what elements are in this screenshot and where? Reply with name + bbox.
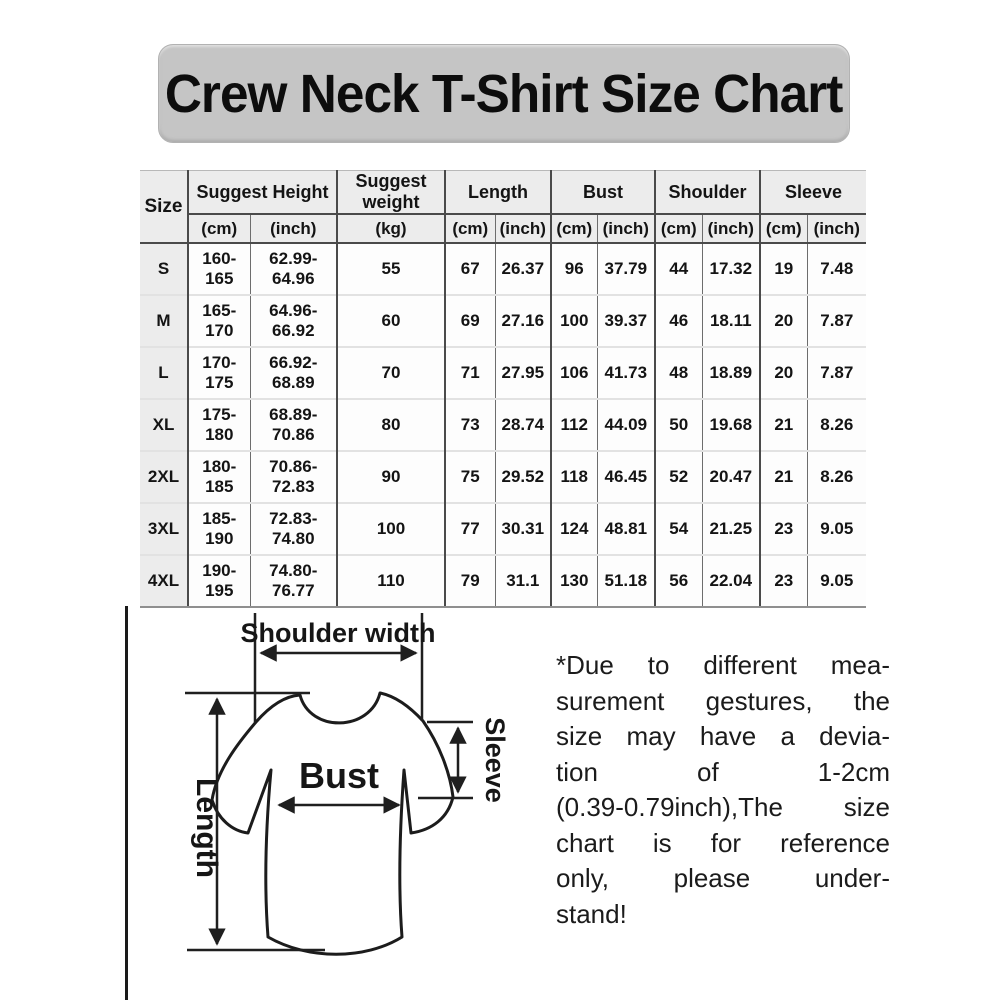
value-cell: 52 <box>655 451 702 503</box>
value-cell: 75 <box>445 451 495 503</box>
table-unit-header-row <box>140 214 866 243</box>
value-cell: 79 <box>445 555 495 607</box>
value-cell: 19 <box>760 243 807 295</box>
value-cell: 19.68 <box>702 399 760 451</box>
value-cell: 29.52 <box>495 451 551 503</box>
value-cell: 37.79 <box>597 243 655 295</box>
value-cell: 70 <box>337 347 445 399</box>
size-chart-table <box>140 170 866 608</box>
value-cell: 68.89-70.86 <box>250 399 337 451</box>
tshirt-outline <box>212 693 453 954</box>
unit-header-cm: (cm) <box>655 214 702 243</box>
sleeve-label: Sleeve <box>480 717 510 803</box>
table-row-m <box>140 295 866 347</box>
value-cell: 74.80-76.77 <box>250 555 337 607</box>
value-cell: 100 <box>337 503 445 555</box>
table-row-s <box>140 243 866 295</box>
value-cell: 20.47 <box>702 451 760 503</box>
value-cell: 54 <box>655 503 702 555</box>
value-cell: 20 <box>760 295 807 347</box>
value-cell: 46 <box>655 295 702 347</box>
value-cell: 46.45 <box>597 451 655 503</box>
length-label: Length <box>190 778 223 878</box>
table-row-3xl <box>140 503 866 555</box>
value-cell: 124 <box>551 503 597 555</box>
value-cell: 51.18 <box>597 555 655 607</box>
value-cell: 22.04 <box>702 555 760 607</box>
value-cell: 100 <box>551 295 597 347</box>
left-frame-line <box>125 606 128 1000</box>
value-cell: 73 <box>445 399 495 451</box>
note-line: (0.39-0.79inch),The size <box>556 792 890 822</box>
note-line: tion of 1-2cm <box>556 756 890 787</box>
value-cell: 31.1 <box>495 555 551 607</box>
value-cell: 9.05 <box>807 555 866 607</box>
note-line: chart is for reference <box>556 827 890 858</box>
table-row-xl <box>140 399 866 451</box>
sleeve-dimension <box>418 722 473 798</box>
size-cell: M <box>140 295 188 347</box>
note-line: *Due to different mea- <box>556 650 890 680</box>
size-cell: L <box>140 347 188 399</box>
value-cell: 160-165 <box>188 243 250 295</box>
table-row-l <box>140 347 866 399</box>
title-banner <box>158 44 850 143</box>
value-cell: 8.26 <box>807 451 866 503</box>
value-cell: 55 <box>337 243 445 295</box>
shoulder-width-label: Shoulder width <box>240 618 436 648</box>
value-cell: 118 <box>551 451 597 503</box>
size-cell: XL <box>140 399 188 451</box>
col-header-suggest-weight: Suggest weight <box>337 171 445 215</box>
value-cell: 62.99-64.96 <box>250 243 337 295</box>
unit-header-cm: (cm) <box>551 214 597 243</box>
value-cell: 48.81 <box>597 503 655 555</box>
value-cell: 17.32 <box>702 243 760 295</box>
value-cell: 44.09 <box>597 399 655 451</box>
unit-header-inch: (inch) <box>807 214 866 243</box>
note-line: only, please under- <box>556 863 890 893</box>
value-cell: 77 <box>445 503 495 555</box>
value-cell: 20 <box>760 347 807 399</box>
unit-header-cm: (cm) <box>445 214 495 243</box>
unit-header-inch: (inch) <box>597 214 655 243</box>
note-line: stand! <box>556 898 627 929</box>
value-cell: 39.37 <box>597 295 655 347</box>
value-cell: 27.95 <box>495 347 551 399</box>
bust-label: Bust <box>299 755 379 796</box>
col-header-bust: Bust <box>551 171 655 215</box>
table-group-header-row <box>140 171 866 215</box>
page-title: Crew Neck T-Shirt Size Chart <box>165 63 843 124</box>
value-cell: 41.73 <box>597 347 655 399</box>
note-line: size may have a devia- <box>556 721 890 751</box>
size-cell: S <box>140 243 188 295</box>
value-cell: 106 <box>551 347 597 399</box>
unit-header-kg: (kg) <box>337 214 445 243</box>
value-cell: 44 <box>655 243 702 295</box>
value-cell: 60 <box>337 295 445 347</box>
col-header-length: Length <box>445 171 551 215</box>
measurement-note <box>556 648 890 932</box>
table-row-2xl <box>140 451 866 503</box>
unit-header-inch: (inch) <box>495 214 551 243</box>
value-cell: 180-185 <box>188 451 250 503</box>
note-line: surement gestures, the <box>556 685 890 716</box>
value-cell: 7.87 <box>807 347 866 399</box>
col-header-suggest-height: Suggest Height <box>188 171 337 215</box>
value-cell: 56 <box>655 555 702 607</box>
value-cell: 9.05 <box>807 503 866 555</box>
value-cell: 80 <box>337 399 445 451</box>
value-cell: 7.87 <box>807 295 866 347</box>
tshirt-measurement-diagram <box>140 600 570 1000</box>
value-cell: 27.16 <box>495 295 551 347</box>
value-cell: 175-180 <box>188 399 250 451</box>
col-header-sleeve: Sleeve <box>760 171 866 215</box>
value-cell: 69 <box>445 295 495 347</box>
size-cell: 2XL <box>140 451 188 503</box>
value-cell: 8.26 <box>807 399 866 451</box>
value-cell: 7.48 <box>807 243 866 295</box>
value-cell: 26.37 <box>495 243 551 295</box>
value-cell: 71 <box>445 347 495 399</box>
value-cell: 70.86-72.83 <box>250 451 337 503</box>
value-cell: 67 <box>445 243 495 295</box>
value-cell: 66.92-68.89 <box>250 347 337 399</box>
value-cell: 18.89 <box>702 347 760 399</box>
col-header-shoulder: Shoulder <box>655 171 760 215</box>
value-cell: 170-175 <box>188 347 250 399</box>
size-cell: 3XL <box>140 503 188 555</box>
value-cell: 165-170 <box>188 295 250 347</box>
value-cell: 18.11 <box>702 295 760 347</box>
value-cell: 185-190 <box>188 503 250 555</box>
value-cell: 72.83-74.80 <box>250 503 337 555</box>
value-cell: 21 <box>760 399 807 451</box>
unit-header-cm: (cm) <box>188 214 250 243</box>
value-cell: 96 <box>551 243 597 295</box>
value-cell: 21.25 <box>702 503 760 555</box>
value-cell: 110 <box>337 555 445 607</box>
unit-header-inch: (inch) <box>250 214 337 243</box>
value-cell: 90 <box>337 451 445 503</box>
unit-header-inch: (inch) <box>702 214 760 243</box>
value-cell: 64.96-66.92 <box>250 295 337 347</box>
value-cell: 130 <box>551 555 597 607</box>
value-cell: 21 <box>760 451 807 503</box>
value-cell: 28.74 <box>495 399 551 451</box>
value-cell: 190-195 <box>188 555 250 607</box>
value-cell: 112 <box>551 399 597 451</box>
col-header-size: Size <box>140 171 188 244</box>
value-cell: 23 <box>760 503 807 555</box>
value-cell: 23 <box>760 555 807 607</box>
value-cell: 48 <box>655 347 702 399</box>
value-cell: 30.31 <box>495 503 551 555</box>
value-cell: 50 <box>655 399 702 451</box>
size-cell: 4XL <box>140 555 188 607</box>
unit-header-cm: (cm) <box>760 214 807 243</box>
